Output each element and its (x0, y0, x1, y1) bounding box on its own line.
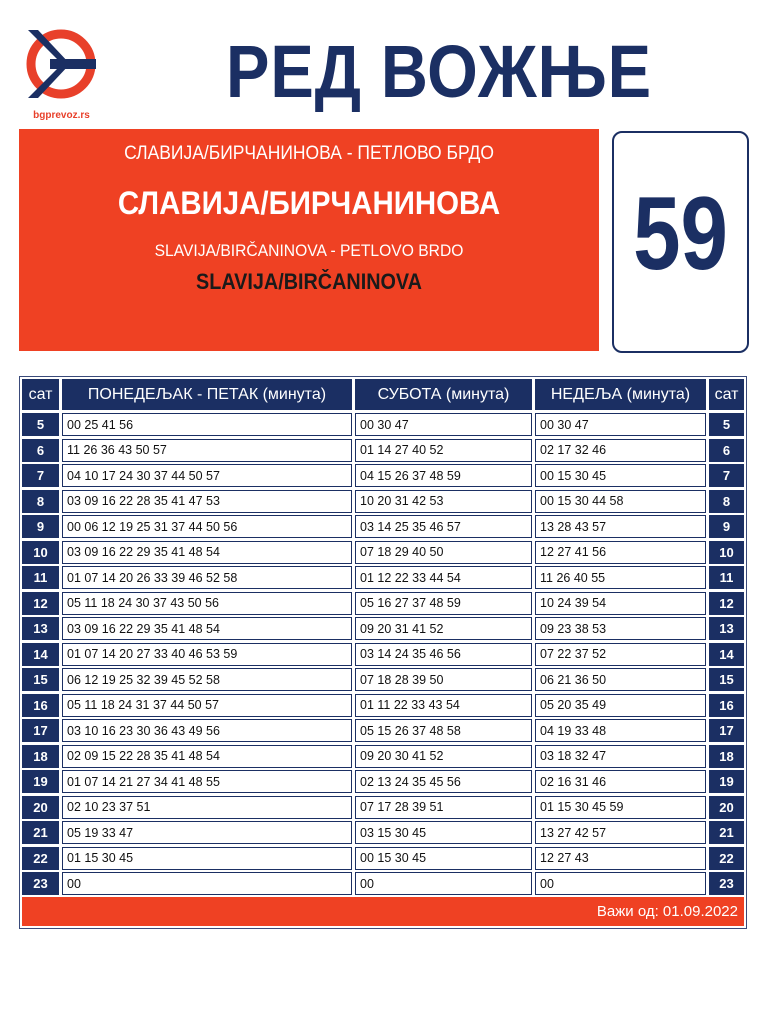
weekday-minutes: 02 09 15 22 28 35 41 48 54 (62, 745, 352, 768)
weekday-minutes: 01 07 14 20 26 33 39 46 52 58 (62, 566, 352, 589)
bgprevoz-logo-icon (24, 24, 99, 110)
hour-cell: 20 (22, 796, 59, 819)
hour-cell-right: 17 (709, 719, 744, 742)
hour-cell: 7 (22, 464, 59, 487)
header-hour: сат (22, 379, 59, 410)
route-name-latin: SLAVIJA/BIRČANINOVA - PETLOVO BRDO (154, 241, 464, 260)
weekday-minutes: 03 09 16 22 28 35 41 47 53 (62, 490, 352, 513)
sunday-minutes: 00 15 30 44 58 (535, 490, 706, 513)
weekday-minutes: 02 10 23 37 51 (62, 796, 352, 819)
hour-cell: 23 (22, 872, 59, 895)
table-row (20, 847, 746, 870)
table-row (20, 643, 746, 666)
hour-cell: 5 (22, 413, 59, 436)
saturday-minutes: 03 15 30 45 (355, 821, 532, 844)
sunday-minutes: 11 26 40 55 (535, 566, 706, 589)
hour-cell-right: 10 (709, 541, 744, 564)
saturday-minutes: 09 20 31 41 52 (355, 617, 532, 640)
saturday-minutes: 05 15 26 37 48 58 (355, 719, 532, 742)
stop-name-cyrillic: СЛАВИЈА/БИРЧАНИНОВА (117, 185, 501, 221)
sunday-minutes: 00 15 30 45 (535, 464, 706, 487)
header-saturday: СУБОТА (минута) (355, 379, 532, 410)
saturday-minutes: 00 15 30 45 (355, 847, 532, 870)
weekday-minutes: 03 10 16 23 30 36 43 49 56 (62, 719, 352, 742)
hour-cell: 18 (22, 745, 59, 768)
hour-cell: 8 (22, 490, 59, 513)
saturday-minutes: 05 16 27 37 48 59 (355, 592, 532, 615)
hour-cell-right: 20 (709, 796, 744, 819)
table-row (20, 592, 746, 615)
hour-cell-right: 7 (709, 464, 744, 487)
saturday-minutes: 01 12 22 33 44 54 (355, 566, 532, 589)
sunday-minutes: 07 22 37 52 (535, 643, 706, 666)
hour-cell: 6 (22, 439, 59, 462)
table-row (20, 617, 746, 640)
hour-cell: 19 (22, 770, 59, 793)
sunday-minutes: 13 28 43 57 (535, 515, 706, 538)
table-row (20, 796, 746, 819)
table-row (20, 668, 746, 691)
hour-cell: 13 (22, 617, 59, 640)
stop-name-latin: SLAVIJA/BIRČANINOVA (196, 269, 422, 294)
weekday-minutes: 03 09 16 22 29 35 41 48 54 (62, 617, 352, 640)
sunday-minutes: 02 17 32 46 (535, 439, 706, 462)
sunday-minutes: 10 24 39 54 (535, 592, 706, 615)
line-number-box (612, 131, 749, 353)
sunday-minutes: 02 16 31 46 (535, 770, 706, 793)
table-row (20, 515, 746, 538)
hour-cell-right: 21 (709, 821, 744, 844)
table-row (20, 719, 746, 742)
table-row (20, 439, 746, 462)
weekday-minutes: 00 25 41 56 (62, 413, 352, 436)
saturday-minutes: 03 14 24 35 46 56 (355, 643, 532, 666)
header-weekday: ПОНЕДЕЉАК - ПЕТАК (минута) (62, 379, 352, 410)
hour-cell: 15 (22, 668, 59, 691)
hour-cell-right: 16 (709, 694, 744, 717)
route-panel (19, 129, 599, 351)
saturday-minutes: 01 11 22 33 43 54 (355, 694, 532, 717)
saturday-minutes: 10 20 31 42 53 (355, 490, 532, 513)
weekday-minutes: 03 09 16 22 29 35 41 48 54 (62, 541, 352, 564)
saturday-minutes: 02 13 24 35 45 56 (355, 770, 532, 793)
weekday-minutes: 06 12 19 25 32 39 45 52 58 (62, 668, 352, 691)
saturday-minutes: 07 18 29 40 50 (355, 541, 532, 564)
hour-cell: 16 (22, 694, 59, 717)
hour-cell-right: 19 (709, 770, 744, 793)
saturday-minutes: 07 18 28 39 50 (355, 668, 532, 691)
route-name-cyrillic: СЛАВИЈА/БИРЧАНИНОВА - ПЕТЛОВО БРДО (124, 143, 494, 164)
hour-cell: 14 (22, 643, 59, 666)
sunday-minutes: 01 15 30 45 59 (535, 796, 706, 819)
sunday-minutes: 00 (535, 872, 706, 895)
hour-cell-right: 11 (709, 566, 744, 589)
sunday-minutes: 00 30 47 (535, 413, 706, 436)
sunday-minutes: 12 27 41 56 (535, 541, 706, 564)
saturday-minutes: 04 15 26 37 48 59 (355, 464, 532, 487)
table-row (20, 821, 746, 844)
logo-text: bgprevoz.rs (33, 110, 90, 121)
bgprevoz-logo (24, 24, 99, 124)
header-sunday: НЕДЕЉА (минута) (535, 379, 706, 410)
table-row (20, 413, 746, 436)
hour-cell: 12 (22, 592, 59, 615)
hour-cell-right: 22 (709, 847, 744, 870)
table-row (20, 694, 746, 717)
timetable (19, 376, 747, 929)
weekday-minutes: 00 06 12 19 25 31 37 44 50 56 (62, 515, 352, 538)
table-row (20, 541, 746, 564)
table-row (20, 566, 746, 589)
table-row (20, 872, 746, 895)
weekday-minutes: 00 (62, 872, 352, 895)
hour-cell: 11 (22, 566, 59, 589)
hour-cell-right: 9 (709, 515, 744, 538)
saturday-minutes: 00 30 47 (355, 413, 532, 436)
weekday-minutes: 05 19 33 47 (62, 821, 352, 844)
weekday-minutes: 01 07 14 20 27 33 40 46 53 59 (62, 643, 352, 666)
hour-cell-right: 5 (709, 413, 744, 436)
sunday-minutes: 12 27 43 (535, 847, 706, 870)
weekday-minutes: 11 26 36 43 50 57 (62, 439, 352, 462)
saturday-minutes: 03 14 25 35 46 57 (355, 515, 532, 538)
hour-cell: 9 (22, 515, 59, 538)
saturday-minutes: 07 17 28 39 51 (355, 796, 532, 819)
table-row (20, 490, 746, 513)
hour-cell-right: 15 (709, 668, 744, 691)
hour-cell-right: 18 (709, 745, 744, 768)
sunday-minutes: 04 19 33 48 (535, 719, 706, 742)
saturday-minutes: 01 14 27 40 52 (355, 439, 532, 462)
saturday-minutes: 00 (355, 872, 532, 895)
sunday-minutes: 05 20 35 49 (535, 694, 706, 717)
sunday-minutes: 13 27 42 57 (535, 821, 706, 844)
table-row (20, 745, 746, 768)
weekday-minutes: 05 11 18 24 31 37 44 50 57 (62, 694, 352, 717)
sunday-minutes: 09 23 38 53 (535, 617, 706, 640)
hour-cell-right: 12 (709, 592, 744, 615)
header-hour-right: сат (709, 379, 744, 410)
weekday-minutes: 01 07 14 21 27 34 41 48 55 (62, 770, 352, 793)
hour-cell-right: 6 (709, 439, 744, 462)
weekday-minutes: 04 10 17 24 30 37 44 50 57 (62, 464, 352, 487)
table-row (20, 770, 746, 793)
valid-from: Важи од: 01.09.2022 (22, 897, 744, 926)
sunday-minutes: 03 18 32 47 (535, 745, 706, 768)
hour-cell: 22 (22, 847, 59, 870)
hour-cell-right: 14 (709, 643, 744, 666)
weekday-minutes: 01 15 30 45 (62, 847, 352, 870)
line-number: 59 (633, 176, 728, 292)
hour-cell-right: 23 (709, 872, 744, 895)
hour-cell-right: 8 (709, 490, 744, 513)
hour-cell: 17 (22, 719, 59, 742)
page-title: РЕД ВОЖЊЕ (226, 30, 652, 113)
hour-cell: 21 (22, 821, 59, 844)
weekday-minutes: 05 11 18 24 30 37 43 50 56 (62, 592, 352, 615)
hour-cell: 10 (22, 541, 59, 564)
sunday-minutes: 06 21 36 50 (535, 668, 706, 691)
table-row (20, 464, 746, 487)
hour-cell-right: 13 (709, 617, 744, 640)
timetable-header-row (20, 379, 746, 410)
saturday-minutes: 09 20 30 41 52 (355, 745, 532, 768)
